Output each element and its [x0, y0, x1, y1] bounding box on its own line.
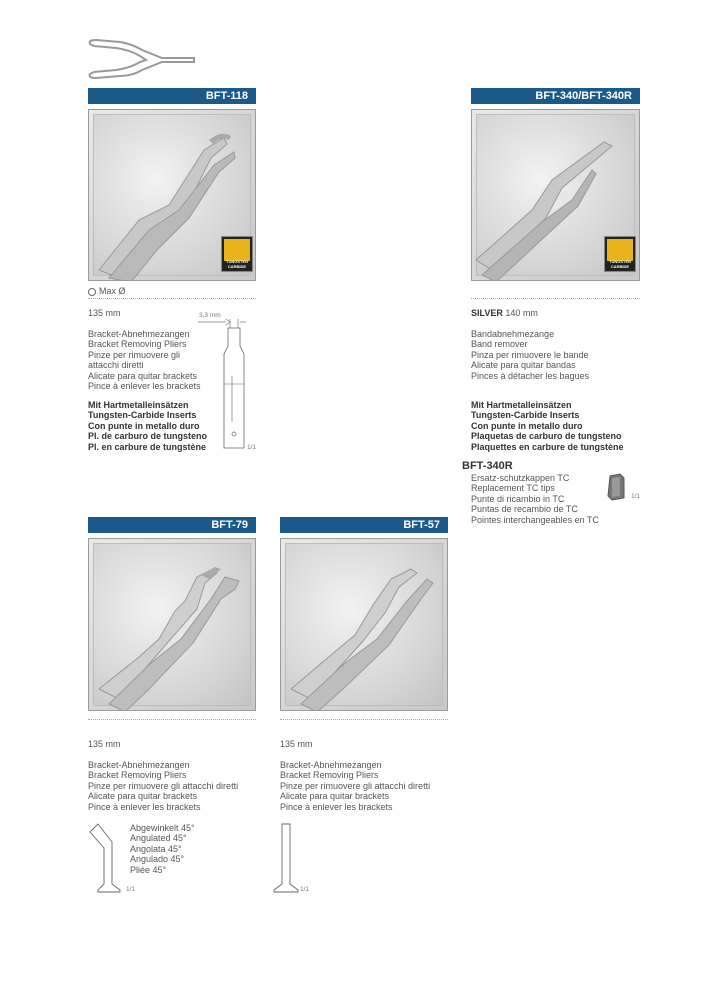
angle-bft79: Abgewinkelt 45° Angulated 45° Angolata 45° Angulado 45° Pliée 45° [130, 823, 195, 875]
scale-bft57: 1/1 [300, 886, 310, 893]
names-bft57: Bracket-Abnehmezangen Bracket Removing Pliers Pinze per rimuovere gli attacchi diretti Alicate para quitar brackets Pince à enlever les brackets [280, 760, 431, 812]
product-header-bft118: BFT-118 [88, 88, 256, 104]
tip-diagram-bft57 [270, 822, 302, 894]
size-bft340: SILVER 140 mm [471, 308, 538, 318]
names-bft340r: Ersatz-schutzkappen TC Replacement TC tips Punte di ricambio in TC Puntas de recambio de TC Pointes interchangeables en TC [471, 473, 599, 525]
product-title-bft340r: BFT-340R [462, 460, 513, 472]
scale-bft340r: 1/1 [631, 493, 641, 500]
scale-bft79: 1/1 [126, 886, 136, 893]
tip-diagram-bft118 [196, 318, 256, 450]
inserts-bft118: Mit Hartmetalleinsätzen Tungsten-Carbide Inserts Con punte in metallo duro Pl. de carburo de tungsteno Pl. en carbure de tungstène [88, 400, 208, 452]
replacement-tip-icon [606, 472, 628, 502]
scale-bft118: 1/1 [247, 444, 257, 451]
dimension-label: 3,3 mm [199, 312, 221, 319]
names-bft118: Bracket-Abnehmezangen Bracket Removing Pliers Pinze per rimuovere gli attacchi diretti Alicate para quitar brackets Pince à enlever les brackets [88, 329, 201, 392]
product-header-bft79: BFT-79 [88, 517, 256, 533]
tip-diagram-bft79 [86, 822, 126, 894]
inserts-bft340: Mit Hartmetalleinsätzen Tungsten-Carbide Inserts Con punte in metallo duro Plaquetas de carburo de tungsteno Plaquettes en carbure de tungstène [471, 400, 624, 452]
max-diameter-label: Max Ø [99, 286, 126, 296]
product-header-bft340: BFT-340/BFT-340R [471, 88, 640, 104]
max-diameter-marker [88, 288, 96, 296]
names-bft79: Bracket-Abnehmezangen Bracket Removing Pliers Pinze per rimuovere gli attacchi diretti Alicate para quitar brackets Pince à enlever les brackets [88, 760, 239, 812]
names-bft340: Bandabnehmezange Band remover Pinza per rimuovere le bande Alicate para quitar bandas Pinces à détacher les bagues [471, 329, 590, 381]
product-header-bft57: BFT-57 [280, 517, 448, 533]
product-photo-bft340 [471, 109, 640, 281]
product-photo-bft118 [88, 109, 256, 281]
tungsten-carbide-badge: TUNGSTEN CARBIDE [221, 236, 253, 272]
product-photo-bft57 [280, 538, 448, 711]
tungsten-carbide-badge: TUNGSTEN CARBIDE [604, 236, 636, 272]
pliers-outline-icon [86, 36, 201, 80]
product-photo-bft79 [88, 538, 256, 711]
size-bft118: 135 mm [88, 308, 121, 318]
size-bft57: 135 mm [280, 739, 313, 749]
size-bft79: 135 mm [88, 739, 121, 749]
